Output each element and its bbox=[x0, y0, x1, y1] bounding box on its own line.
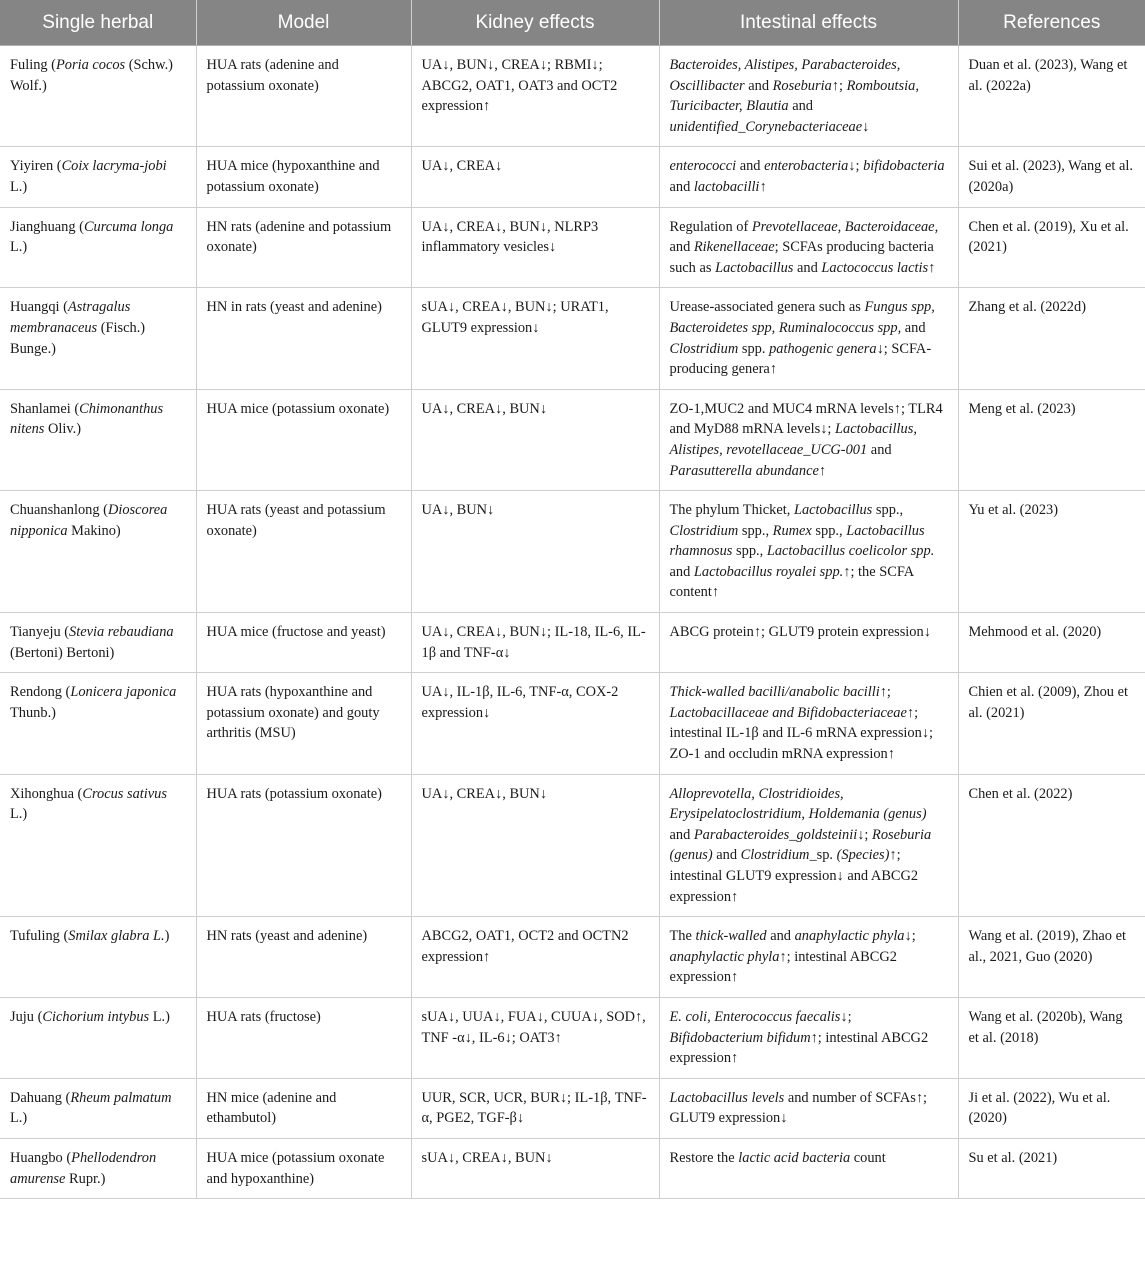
italic-text: Prevotellaceae, Bacteroidaceae, bbox=[751, 218, 939, 235]
table-row bbox=[0, 46, 1145, 147]
cell-model bbox=[196, 46, 411, 147]
table-row bbox=[0, 917, 1145, 998]
header-references: References bbox=[958, 0, 1145, 46]
text-segment: Oliv.) bbox=[44, 421, 82, 438]
italic-text: Lactobacillus rhamnosus bbox=[669, 522, 925, 560]
text-segment: ↑; intestinal GLUT9 expression↓ and ABCG2 expression↑ bbox=[669, 847, 919, 905]
cell-single-herbal bbox=[0, 147, 196, 207]
italic-text: Crocus sativus bbox=[82, 785, 167, 802]
cell-intestinal-effects bbox=[659, 997, 958, 1078]
cell-kidney-effects bbox=[411, 1078, 659, 1138]
text-segment: UA↓, CREA↓, BUN↓ bbox=[421, 400, 548, 417]
text-segment: Chen et al. (2019), Xu et al. (2021) bbox=[968, 218, 1129, 256]
cell-single-herbal bbox=[0, 207, 196, 288]
text-segment: HUA mice (potassium oxonate) bbox=[206, 400, 390, 417]
italic-text: Clostridium bbox=[669, 522, 739, 539]
italic-text: Poria cocos bbox=[55, 57, 126, 73]
italic-text: Curcuma longa bbox=[83, 218, 174, 235]
text-segment: spp., bbox=[872, 502, 904, 519]
text-segment: Fuling ( bbox=[10, 57, 56, 73]
text-segment: spp., bbox=[738, 522, 773, 539]
text-segment: and bbox=[788, 98, 814, 115]
text-segment: Ji et al. (2022), Wu et al. (2020) bbox=[968, 1089, 1111, 1127]
cell-references bbox=[958, 46, 1145, 147]
cell-intestinal-effects bbox=[659, 774, 958, 917]
text-segment: Shanlamei ( bbox=[10, 400, 80, 417]
cell-references bbox=[958, 774, 1145, 917]
text-segment: Rendong ( bbox=[10, 684, 71, 701]
text-segment: HN in rats (yeast and adenine) bbox=[206, 299, 382, 316]
text-segment: Jianghuang ( bbox=[10, 218, 84, 235]
table-row bbox=[0, 673, 1145, 774]
italic-text: lactobacilli bbox=[693, 178, 760, 195]
text-segment: HUA rats (yeast and potassium oxonate) bbox=[206, 502, 386, 539]
italic-text: Roseburia bbox=[772, 77, 832, 94]
cell-model bbox=[196, 207, 411, 288]
italic-text: thick-walled bbox=[695, 928, 767, 945]
text-segment: HN mice (adenine and ethambutol) bbox=[206, 1089, 337, 1127]
cell-intestinal-effects bbox=[659, 673, 958, 774]
italic-text: Fungus spp, Bacteroidetes spp, Ruminalococcus spp, bbox=[669, 299, 935, 336]
text-segment: HUA rats (potassium oxonate) bbox=[206, 785, 382, 802]
text-segment: L.) bbox=[10, 806, 28, 823]
text-segment: ↓ bbox=[862, 118, 870, 135]
cell-references bbox=[958, 288, 1145, 389]
italic-text: E. coli, Enterococcus faecalis bbox=[669, 1008, 841, 1025]
header-kidney-effects: Kidney effects bbox=[411, 0, 659, 46]
text-segment: and bbox=[867, 441, 892, 458]
cell-kidney-effects bbox=[411, 389, 659, 490]
text-segment: and bbox=[669, 239, 694, 256]
italic-text: Lactobacillaceae and Bifidobacteriaceae bbox=[669, 704, 907, 721]
text-segment: ↑; bbox=[831, 77, 847, 94]
text-segment: UA↓, CREA↓ bbox=[421, 158, 503, 175]
italic-text: Lactobacillus bbox=[715, 259, 794, 276]
table-row bbox=[0, 147, 1145, 207]
italic-text: unidentified_Corynebacteriaceae bbox=[669, 118, 863, 135]
text-segment: (Bertoni) Bertoni) bbox=[10, 644, 115, 661]
text-segment: HUA rats (adenine and potassium oxonate) bbox=[206, 57, 339, 94]
text-segment: and bbox=[736, 158, 765, 175]
cell-kidney-effects bbox=[411, 207, 659, 288]
text-segment: sUA↓, CREA↓, BUN↓ bbox=[421, 1149, 553, 1166]
text-segment: ABCG2, OAT1, OCT2 and OCTN2 expression↑ bbox=[421, 928, 629, 965]
text-segment: Sui et al. (2023), Wang et al. (2020a) bbox=[968, 158, 1133, 195]
italic-text: Rikenellaceae bbox=[693, 239, 775, 256]
text-segment: ↓; bbox=[840, 1008, 852, 1025]
cell-references bbox=[958, 673, 1145, 774]
italic-text: lactic acid bacteria bbox=[738, 1149, 851, 1166]
text-segment: Zhang et al. (2022d) bbox=[968, 299, 1086, 316]
text-segment: HUA mice (hypoxanthine and potassium oxonate) bbox=[206, 158, 380, 195]
cell-kidney-effects bbox=[411, 491, 659, 613]
text-segment: ; SCFAs producing bacteria such as bbox=[669, 239, 934, 276]
italic-text: Lactobacillus royalei spp. bbox=[693, 563, 844, 580]
italic-text: Lactobacillus, Alistipes, revotellaceae_UCG-001 bbox=[669, 421, 917, 458]
cell-model bbox=[196, 917, 411, 998]
text-segment: Wang et al. (2020b), Wang et al. (2018) bbox=[968, 1008, 1123, 1046]
text-segment: Regulation of bbox=[669, 218, 752, 235]
italic-text: Lactobacillus bbox=[793, 502, 873, 519]
italic-text: Rheum palmatum bbox=[70, 1089, 172, 1106]
table-row bbox=[0, 1138, 1145, 1198]
cell-intestinal-effects bbox=[659, 389, 958, 490]
cell-model bbox=[196, 774, 411, 917]
header-intestinal-effects: Intestinal effects bbox=[659, 0, 958, 46]
cell-single-herbal bbox=[0, 613, 196, 673]
cell-model bbox=[196, 288, 411, 389]
cell-kidney-effects bbox=[411, 613, 659, 673]
table-body bbox=[0, 46, 1145, 1199]
text-segment: ABCG protein↑; GLUT9 protein expression↓ bbox=[669, 624, 931, 641]
italic-text: Romboutsia, Turicibacter, Blautia bbox=[669, 77, 919, 115]
cell-references bbox=[958, 1138, 1145, 1198]
text-segment: Restore the bbox=[669, 1149, 739, 1166]
cell-references bbox=[958, 997, 1145, 1078]
text-segment: L.) bbox=[10, 239, 28, 256]
cell-kidney-effects bbox=[411, 46, 659, 147]
cell-references bbox=[958, 389, 1145, 490]
cell-model bbox=[196, 1138, 411, 1198]
text-segment: L.) bbox=[10, 1110, 28, 1127]
cell-single-herbal bbox=[0, 997, 196, 1078]
cell-references bbox=[958, 613, 1145, 673]
text-segment: Makino) bbox=[67, 522, 121, 539]
text-segment: and bbox=[744, 77, 773, 94]
cell-model bbox=[196, 147, 411, 207]
cell-model bbox=[196, 1078, 411, 1138]
text-segment: ↑; the SCFA content↑ bbox=[669, 563, 914, 601]
cell-references bbox=[958, 1078, 1145, 1138]
italic-text: (Species) bbox=[836, 847, 890, 864]
text-segment: Duan et al. (2023), Wang et al. (2022a) bbox=[968, 57, 1128, 94]
italic-text: Alloprevotella, Clostridioides, Erysipelatoclostridium, Holdemania (genus) bbox=[669, 785, 927, 823]
text-segment: ↓; SCFA-producing genera↑ bbox=[669, 340, 932, 378]
italic-text: enterococci bbox=[669, 158, 737, 175]
text-segment: UA↓, BUN↓, CREA↓; RBMI↓; ABCG2, OAT1, OAT3 and OCT2 expression↑ bbox=[421, 57, 618, 115]
text-segment: spp., bbox=[732, 543, 767, 560]
italic-text: anaphylactic phyla bbox=[669, 948, 780, 965]
italic-text: Thick-walled bacilli/anabolic bacilli bbox=[669, 684, 880, 701]
cell-references bbox=[958, 491, 1145, 613]
text-segment: spp., bbox=[811, 522, 847, 539]
text-segment: ↑ bbox=[759, 178, 767, 195]
italic-text: Clostridium bbox=[669, 340, 739, 357]
text-segment: Urease-associated genera such as bbox=[669, 299, 865, 316]
cell-model bbox=[196, 673, 411, 774]
cell-single-herbal bbox=[0, 46, 196, 147]
italic-text: pathogenic genera bbox=[769, 340, 877, 357]
text-segment: count bbox=[850, 1149, 886, 1166]
table-row bbox=[0, 613, 1145, 673]
text-segment: Mehmood et al. (2020) bbox=[968, 624, 1102, 641]
cell-single-herbal bbox=[0, 774, 196, 917]
cell-kidney-effects bbox=[411, 147, 659, 207]
italic-text: Bifidobacterium bifidum bbox=[669, 1029, 811, 1046]
cell-intestinal-effects bbox=[659, 613, 958, 673]
italic-text: Stevia rebaudiana bbox=[69, 624, 174, 641]
italic-text: Roseburia (genus) bbox=[669, 826, 932, 864]
italic-text: Dioscorea nipponica bbox=[10, 502, 168, 539]
cell-kidney-effects bbox=[411, 917, 659, 998]
italic-text: Lactobacillus coelicolor spp. bbox=[766, 543, 935, 560]
text-segment: Wang et al. (2019), Zhao et al., 2021, Guo (2020) bbox=[968, 928, 1126, 965]
cell-kidney-effects bbox=[411, 288, 659, 389]
text-segment: Thunb.) bbox=[10, 704, 56, 721]
text-segment: and bbox=[669, 826, 694, 843]
cell-references bbox=[958, 207, 1145, 288]
text-segment: ↑; intestinal ABCG2 expression↑ bbox=[669, 948, 897, 986]
text-segment: and bbox=[766, 928, 795, 945]
text-segment: ↑; bbox=[879, 684, 891, 701]
text-segment: _sp. bbox=[809, 847, 837, 864]
text-segment: ↑; intestinal ABCG2 expression↑ bbox=[669, 1029, 929, 1067]
text-segment: The phylum Thicket, bbox=[669, 502, 794, 519]
table-row bbox=[0, 997, 1145, 1078]
cell-intestinal-effects bbox=[659, 1078, 958, 1138]
text-segment: Chien et al. (2009), Zhou et al. (2021) bbox=[968, 684, 1128, 721]
text-segment: ↑; intestinal IL-1β and IL-6 mRNA expression↓; ZO-1 and occludin mRNA expression↑ bbox=[669, 704, 934, 763]
text-segment: Huangbo ( bbox=[10, 1149, 72, 1166]
italic-text: enterobacteria bbox=[764, 158, 849, 175]
cell-intestinal-effects bbox=[659, 491, 958, 613]
text-segment: The bbox=[669, 928, 696, 945]
italic-text: Parabacteroides_goldsteinii bbox=[693, 826, 858, 843]
cell-intestinal-effects bbox=[659, 147, 958, 207]
text-segment: ZO-1,MUC2 and MUC4 mRNA levels↑; TLR4 and MyD88 mRNA levels↓; bbox=[669, 400, 943, 438]
table-row bbox=[0, 1078, 1145, 1138]
cell-single-herbal bbox=[0, 673, 196, 774]
header-single-herbal: Single herbal bbox=[0, 0, 196, 46]
cell-kidney-effects bbox=[411, 1138, 659, 1198]
italic-text: bifidobacteria bbox=[863, 158, 945, 175]
cell-single-herbal bbox=[0, 288, 196, 389]
italic-text: Lactobacillus levels bbox=[669, 1089, 785, 1106]
cell-intestinal-effects bbox=[659, 207, 958, 288]
text-segment: UUR, SCR, UCR, BUR↓; IL-1β, TNF-α, PGE2, TGF-β↓ bbox=[421, 1089, 647, 1127]
text-segment: UA↓, CREA↓, BUN↓, NLRP3 inflammatory vesicles↓ bbox=[421, 218, 599, 256]
cell-intestinal-effects bbox=[659, 46, 958, 147]
text-segment: spp. bbox=[738, 340, 770, 357]
cell-intestinal-effects bbox=[659, 288, 958, 389]
italic-text: Phellodendron amurense bbox=[10, 1149, 157, 1187]
cell-single-herbal bbox=[0, 917, 196, 998]
cell-kidney-effects bbox=[411, 774, 659, 917]
italic-text: anaphylactic phyla bbox=[794, 928, 905, 945]
italic-text: Astragalus membranaceus bbox=[10, 299, 131, 336]
italic-text: Smilax glabra L. bbox=[68, 928, 165, 945]
text-segment: and bbox=[669, 563, 694, 580]
table-row bbox=[0, 774, 1145, 917]
text-segment: and bbox=[712, 847, 741, 864]
text-segment: Yu et al. (2023) bbox=[968, 502, 1059, 519]
italic-text: Parasutterella abundance bbox=[669, 462, 819, 479]
text-segment: Huangqi ( bbox=[10, 299, 68, 316]
text-segment: Tianyeju ( bbox=[10, 624, 70, 641]
text-segment: sUA↓, UUA↓, FUA↓, CUUA↓, SOD↑, TNF -α↓, IL-6↓; OAT3↑ bbox=[421, 1008, 646, 1046]
text-segment: UA↓, BUN↓ bbox=[421, 502, 495, 519]
text-segment: ↓; bbox=[904, 928, 916, 945]
text-segment: and bbox=[793, 259, 822, 276]
cell-single-herbal bbox=[0, 1078, 196, 1138]
text-segment: Chuanshanlong ( bbox=[10, 502, 108, 519]
text-segment: UA↓, IL-1β, IL-6, TNF-α, COX-2 expression↓ bbox=[421, 684, 619, 721]
text-segment: Yiyiren ( bbox=[10, 158, 62, 175]
text-segment: Rupr.) bbox=[65, 1170, 106, 1187]
cell-references bbox=[958, 917, 1145, 998]
text-segment: ↓; bbox=[848, 158, 864, 175]
text-segment: and bbox=[669, 178, 694, 195]
italic-text: Clostridium bbox=[740, 847, 810, 864]
italic-text: Coix lacryma-jobi bbox=[61, 158, 167, 175]
text-segment: HN rats (adenine and potassium oxonate) bbox=[206, 218, 392, 256]
text-segment: HUA rats (hypoxanthine and potassium oxonate) and gouty arthritis (MSU) bbox=[206, 684, 380, 742]
text-segment: Su et al. (2021) bbox=[968, 1149, 1058, 1166]
cell-references bbox=[958, 147, 1145, 207]
cell-intestinal-effects bbox=[659, 1138, 958, 1198]
italic-text: Chimonanthus nitens bbox=[10, 400, 164, 438]
text-segment: HN rats (yeast and adenine) bbox=[206, 928, 368, 945]
text-segment: ↑ bbox=[818, 462, 827, 479]
text-segment: Dahuang ( bbox=[10, 1089, 71, 1106]
cell-model bbox=[196, 997, 411, 1078]
text-segment: sUA↓, CREA↓, BUN↓; URAT1, GLUT9 expression↓ bbox=[421, 299, 609, 336]
italic-text: Bacteroides, Alistipes, Parabacteroides, Oscillibacter bbox=[669, 57, 901, 94]
cell-single-herbal bbox=[0, 491, 196, 613]
table-row bbox=[0, 288, 1145, 389]
text-segment: HUA mice (potassium oxonate and hypoxanthine) bbox=[206, 1149, 385, 1187]
text-segment: ) bbox=[164, 928, 170, 945]
cell-model bbox=[196, 613, 411, 673]
text-segment: and number of SCFAs↑; GLUT9 expression↓ bbox=[669, 1089, 928, 1127]
table-row bbox=[0, 491, 1145, 613]
text-segment: HUA mice (fructose and yeast) bbox=[206, 624, 386, 641]
text-segment: UA↓, CREA↓, BUN↓; IL-18, IL-6, IL-1β and TNF-α↓ bbox=[421, 624, 646, 661]
cell-kidney-effects bbox=[411, 997, 659, 1078]
header-model: Model bbox=[196, 0, 411, 46]
cell-intestinal-effects bbox=[659, 917, 958, 998]
text-segment: ↓; bbox=[857, 826, 873, 843]
text-segment: Tufuling ( bbox=[10, 928, 69, 945]
header-row bbox=[0, 0, 1145, 46]
text-segment: (Schw.) Wolf.) bbox=[10, 57, 173, 94]
italic-text: Lactococcus lactis bbox=[821, 259, 929, 276]
table-row bbox=[0, 389, 1145, 490]
cell-kidney-effects bbox=[411, 673, 659, 774]
italic-text: Rumex bbox=[772, 522, 812, 539]
cell-model bbox=[196, 491, 411, 613]
italic-text: Lonicera japonica bbox=[70, 684, 177, 701]
text-segment: UA↓, CREA↓, BUN↓ bbox=[421, 785, 548, 802]
text-segment: HUA rats (fructose) bbox=[206, 1008, 321, 1025]
table-row bbox=[0, 207, 1145, 288]
text-segment: L.) bbox=[149, 1008, 170, 1025]
text-segment: ↑ bbox=[928, 259, 936, 276]
cell-single-herbal bbox=[0, 389, 196, 490]
text-segment: (Fisch.) Bunge.) bbox=[10, 319, 146, 357]
text-segment: Chen et al. (2022) bbox=[968, 785, 1073, 802]
text-segment: Juju ( bbox=[10, 1008, 43, 1025]
text-segment: Xihonghua ( bbox=[10, 785, 83, 802]
italic-text: Cichorium intybus bbox=[42, 1008, 150, 1025]
text-segment: L.) bbox=[10, 178, 28, 195]
text-segment: Meng et al. (2023) bbox=[968, 400, 1076, 417]
text-segment: and bbox=[901, 319, 926, 336]
cell-model bbox=[196, 389, 411, 490]
cell-single-herbal bbox=[0, 1138, 196, 1198]
